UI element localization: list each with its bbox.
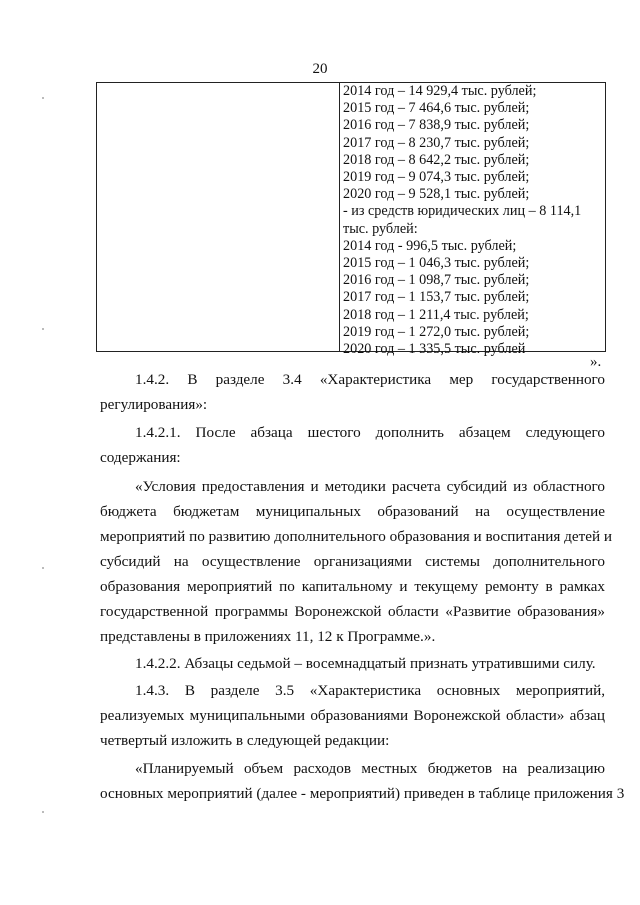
text-line: 1.4.2.1. После абзаца шестого дополнить абзацем следующего	[135, 424, 605, 441]
text-line: «Планируемый объем расходов местных бюджетов на реализацию	[135, 760, 605, 777]
table-column-divider	[339, 83, 340, 351]
funding-line: 2016 год – 1 098,7 тыс. рублей;	[343, 272, 530, 289]
funding-line: 2020 год – 9 528,1 тыс. рублей;	[343, 186, 530, 203]
funding-line: 2020 год – 1 335,5 тыс. рублей	[343, 341, 526, 358]
funding-line: 2018 год – 1 211,4 тыс. рублей;	[343, 306, 529, 323]
text-line: основных мероприятий (далее - мероприятий) приведен в таблице приложения 3	[100, 785, 625, 802]
funding-line: 2017 год – 8 230,7 тыс. рублей;	[343, 134, 530, 151]
funding-line: 2018 год – 8 642,2 тыс. рублей;	[343, 151, 530, 168]
funding-table	[96, 82, 606, 358]
page-number: 20	[312, 61, 328, 77]
paragraph-1-4-2	[100, 367, 605, 417]
funding-line: 2017 год – 1 153,7 тыс. рублей;	[343, 289, 530, 306]
funding-line: 2019 год – 9 074,3 тыс. рублей;	[343, 169, 530, 186]
funding-line: - из средств юридических лиц – 8 114,1	[343, 203, 582, 220]
funding-line: 2016 год – 7 838,9 тыс. рублей;	[343, 117, 530, 134]
scan-mark	[42, 97, 44, 99]
funding-line: тыс. рублей:	[343, 220, 418, 237]
text-line: 1.4.3. В разделе 3.5 «Характеристика основных мероприятий,	[135, 682, 605, 699]
text-line: мероприятий по развитию дополнительного образования и воспитания детей и	[100, 528, 613, 545]
paragraph-planned-expenses	[100, 756, 625, 806]
text-line: 1.4.2.2. Абзацы седьмой – восемнадцатый признать утратившими силу.	[135, 655, 596, 672]
scan-mark	[42, 567, 44, 569]
paragraph-inserted-text	[100, 474, 613, 649]
text-line: образования мероприятий по капитальному и текущему ремонту в рамках	[100, 578, 605, 595]
text-line: регулирования»:	[100, 396, 208, 413]
text-line: реализуемых муниципальными образованиями Воронежской области» абзац	[100, 707, 605, 724]
text-line: содержания:	[100, 449, 181, 466]
text-line: бюджета бюджетам муниципальных образований на осуществление	[100, 503, 605, 520]
text-line: 1.4.2. В разделе 3.4 «Характеристика мер государственного	[135, 371, 605, 388]
paragraph-1-4-2-1	[100, 420, 605, 470]
text-line: государственной программы Воронежской области «Развитие образования»	[100, 603, 605, 620]
text-line: четвертый изложить в следующей редакции:	[100, 732, 390, 749]
scan-mark	[42, 328, 44, 330]
funding-line: 2015 год – 7 464,6 тыс. рублей;	[343, 100, 530, 117]
paragraph-1-4-2-2	[100, 651, 605, 676]
text-line: «Условия предоставления и методики расчета субсидий из областного	[135, 478, 605, 495]
funding-line: 2019 год – 1 272,0 тыс. рублей;	[343, 323, 530, 340]
text-line: субсидий на осуществление организациями системы дополнительного	[100, 553, 605, 570]
closing-quote-mark: ».	[590, 354, 602, 370]
funding-line: 2015 год – 1 046,3 тыс. рублей;	[343, 255, 530, 272]
paragraph-1-4-3	[100, 678, 605, 753]
text-line: представлены в приложениях 11, 12 к Программе.».	[100, 628, 436, 645]
funding-lines	[343, 83, 603, 358]
funding-line: 2014 год – 14 929,4 тыс. рублей;	[343, 83, 537, 99]
funding-line: 2014 год - 996,5 тыс. рублей;	[343, 237, 517, 254]
scan-mark	[42, 811, 44, 813]
